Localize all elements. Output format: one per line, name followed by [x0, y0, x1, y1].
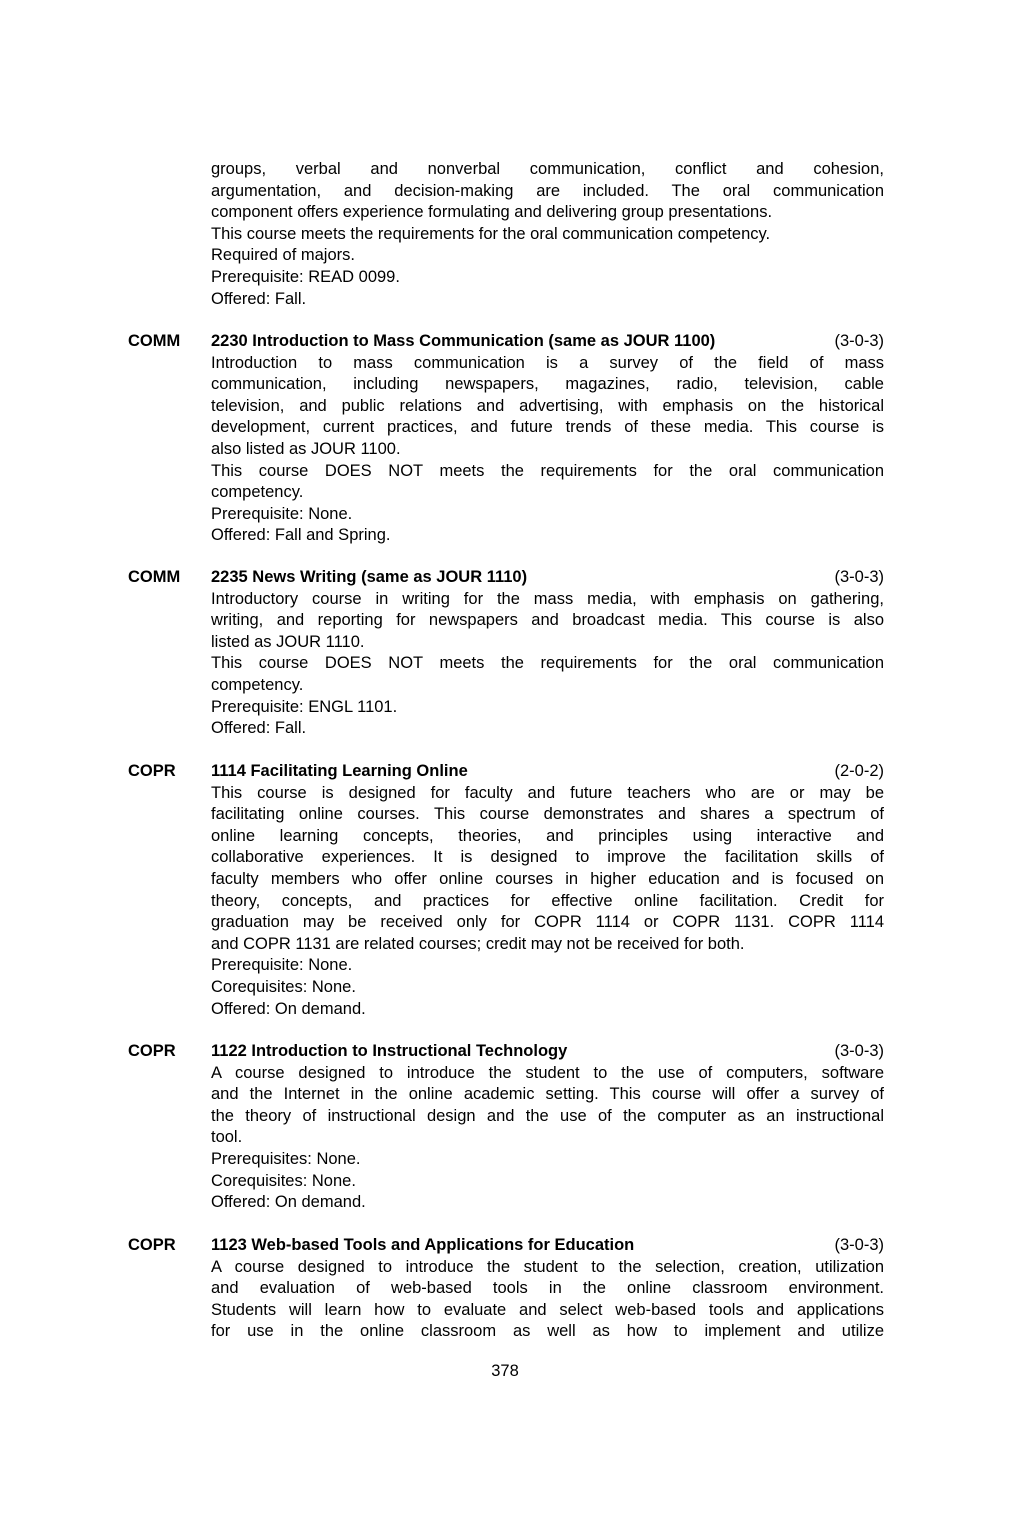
course-description [211, 783, 884, 1021]
description-line: writing, and reporting for newspapers and broadcast media. This course is also [211, 611, 884, 630]
course-subject: COPR [128, 1236, 176, 1254]
description-line: facilitating online courses. This course demonstrates and shares a spectrum of [211, 805, 884, 824]
course-description [211, 1257, 884, 1343]
description-line: also listed as JOUR 1100. [211, 439, 401, 458]
intro-line: component offers experience formulating and delivering group presentations. [211, 203, 773, 222]
description-line: theory, concepts, and practices for effective online facilitation. Credit for [211, 891, 884, 910]
description-line: online learning concepts, theories, and principles using interactive and [211, 826, 884, 845]
description-line: This course DOES NOT meets the requirements for the oral communication [211, 461, 884, 480]
description-line: Prerequisite: None. [211, 504, 353, 523]
description-line: listed as JOUR 1110. [211, 632, 365, 651]
course-subject: COPR [128, 762, 176, 780]
intro-line: Required of majors. [211, 246, 355, 265]
description-line: A course designed to introduce the student to the use of computers, software [211, 1063, 884, 1082]
course-description [211, 353, 884, 547]
intro-line: This course meets the requirements for the oral communication competency. [211, 224, 771, 243]
intro-line: groups, verbal and nonverbal communication, conflict and cohesion, [211, 160, 884, 178]
description-line: and COPR 1131 are related courses; credit may not be received for both. [211, 934, 745, 953]
description-line: Prerequisite: ENGL 1101. [211, 697, 398, 716]
description-line: competency. [211, 675, 304, 694]
description-line: collaborative experiences. It is designed to improve the facilitation skills of [211, 848, 884, 867]
course-title: 1114 Facilitating Learning Online [211, 762, 468, 780]
course-title: 1122 Introduction to Instructional Technology [211, 1042, 568, 1060]
description-line: Offered: On demand. [211, 1193, 366, 1212]
description-line: tool. [211, 1128, 243, 1147]
course-subject: COPR [128, 1042, 176, 1060]
description-line: for use in the online classroom as well as how to implement and utilize [211, 1322, 884, 1341]
intro-line: argumentation, and decision-making are included. The oral communication [211, 181, 884, 200]
course-credits: (3-0-3) [834, 568, 884, 586]
course-title: 1123 Web-based Tools and Applications for Education [211, 1236, 635, 1254]
description-line: Offered: On demand. [211, 999, 366, 1018]
description-line: faculty members who offer online courses in higher education and is focused on [211, 869, 884, 888]
course-credits: (3-0-3) [834, 332, 884, 350]
description-line: Students will learn how to evaluate and select web-based tools and applications [211, 1300, 884, 1319]
description-line: television, and public relations and advertising, with emphasis on the historical [211, 396, 884, 415]
description-line: communication, including newspapers, magazines, radio, television, cable [211, 375, 884, 394]
course-credits: (3-0-3) [834, 1042, 884, 1060]
description-line: Offered: Fall and Spring. [211, 526, 391, 545]
description-line: graduation may be received only for COPR 1114 or COPR 1131. COPR 1114 [211, 913, 884, 932]
description-line: Corequisites: None. [211, 1171, 356, 1190]
description-line: A course designed to introduce the student to the selection, creation, utilization [211, 1257, 884, 1276]
course-description [211, 1063, 884, 1214]
description-line: Prerequisite: None. [211, 956, 353, 975]
description-line: and the Internet in the online academic setting. This course will offer a survey of [211, 1085, 884, 1104]
intro-line: Offered: Fall. [211, 289, 307, 308]
description-line: Offered: Fall. [211, 719, 307, 738]
intro-line: Prerequisite: READ 0099. [211, 267, 400, 286]
description-line: Prerequisites: None. [211, 1149, 361, 1168]
description-line: Introductory course in writing for the mass media, with emphasis on gathering, [211, 589, 884, 608]
page-number: 378 [491, 1362, 519, 1380]
description-line: This course is designed for faculty and future teachers who are or may be [211, 783, 884, 802]
course-title: 2235 News Writing (same as JOUR 1110) [211, 568, 528, 586]
description-line: competency. [211, 483, 304, 502]
description-line: and evaluation of web-based tools in the online classroom environment. [211, 1279, 884, 1298]
course-title: 2230 Introduction to Mass Communication (same as JOUR 1100) [211, 332, 716, 350]
course-subject: COMM [128, 332, 181, 350]
description-line: the theory of instructional design and the use of the computer as an instructional [211, 1106, 884, 1125]
description-line: Introduction to mass communication is a survey of the field of mass [211, 353, 884, 372]
course-subject: COMM [128, 568, 181, 586]
description-line: Corequisites: None. [211, 977, 356, 996]
course-credits: (2-0-2) [834, 762, 884, 780]
description-line: development, current practices, and future trends of these media. This course is [211, 418, 884, 437]
intro-text [211, 159, 884, 310]
course-description [211, 589, 884, 740]
course-credits: (3-0-3) [834, 1236, 884, 1254]
description-line: This course DOES NOT meets the requirements for the oral communication [211, 654, 884, 673]
